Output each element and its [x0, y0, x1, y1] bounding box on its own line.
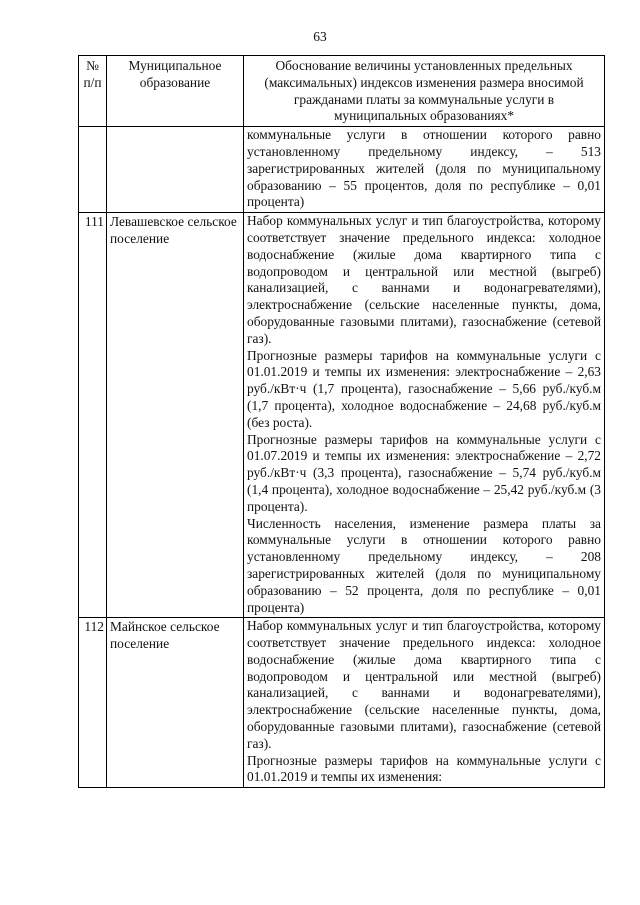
page-number: 63 [313, 29, 327, 44]
cell-num: 111 [79, 213, 107, 618]
basis-paragraph: Прогнозные размеры тарифов на коммунальные услуги с 01.01.2019 и темпы их изменения: электроснабжение – 2,63 руб./кВт·ч (1,7 процента), газоснабжение – 5,66 руб./куб.м (1,7 процента), холодное водоснабжение – 24,68 руб./куб.м (без роста). [247, 347, 601, 430]
basis-paragraph: Набор коммунальных услуг и тип благоустройства, которому соответствует значение предельного индекса: холодное водоснабжение (жилые дома квартирного типа с водопроводом и центральной или местной (выгреб) канализацией, с ваннами и водонагревателями), электроснабжение (сельские населенные пункты, дома, оборудованные газовыми плитами), газоснабжение (сетевой газ). [247, 618, 601, 751]
table-row [79, 213, 605, 618]
header-municipality: Муниципальное образование [107, 56, 244, 127]
tariff-table [78, 55, 605, 788]
basis-paragraph: Численность населения, изменение размера платы за коммунальные услуги в отношении которого равно установленному предельному индексу, – 208 зарегистрированных жителей (доля по муниципальному образованию – 52 процента, доля по республике – 0,01 процента) [247, 515, 601, 615]
header-basis: Обоснование величины установленных предельных (максимальных) индексов изменения размера вносимой гражданами платы за коммунальные услуги в муниципальных образованиях* [244, 56, 605, 127]
cell-basis [244, 213, 605, 618]
basis-paragraph: Прогнозные размеры тарифов на коммунальные услуги с 01.01.2019 и темпы их изменения: [247, 752, 601, 785]
basis-paragraph: Набор коммунальных услуг и тип благоустройства, которому соответствует значение предельного индекса: холодное водоснабжение (жилые дома квартирного типа с водопроводом и центральной или местной (выгреб) канализацией, с ваннами и водонагревателями), электроснабжение (сельские населенные пункты, дома, оборудованные газовыми плитами), газоснабжение (сетевой газ). [247, 213, 601, 346]
cell-num [79, 127, 107, 213]
basis-paragraph: коммунальные услуги в отношении которого равно установленному предельному индексу, – 513 зарегистрированных жителей (доля по муниципальному образованию – 55 процентов, доля по республике – 0,01 процента) [247, 127, 601, 210]
cell-num: 112 [79, 618, 107, 788]
cell-basis [244, 618, 605, 788]
basis-paragraph: Прогнозные размеры тарифов на коммунальные услуги с 01.07.2019 и темпы их изменения: электроснабжение – 2,72 руб./кВт·ч (3,3 процента), газоснабжение – 5,74 руб./куб.м (1,4 процента), холодное водоснабжение – 25,42 руб./куб.м (3 процента). [247, 431, 601, 514]
header-num: № п/п [79, 56, 107, 127]
cell-municipality: Левашевское сельское поселение [107, 213, 244, 618]
table-row-continuation [79, 127, 605, 213]
cell-municipality: Майнское сельское поселение [107, 618, 244, 788]
cell-basis [244, 127, 605, 213]
cell-municipality [107, 127, 244, 213]
table-header-row [79, 56, 605, 127]
table-row [79, 618, 605, 788]
